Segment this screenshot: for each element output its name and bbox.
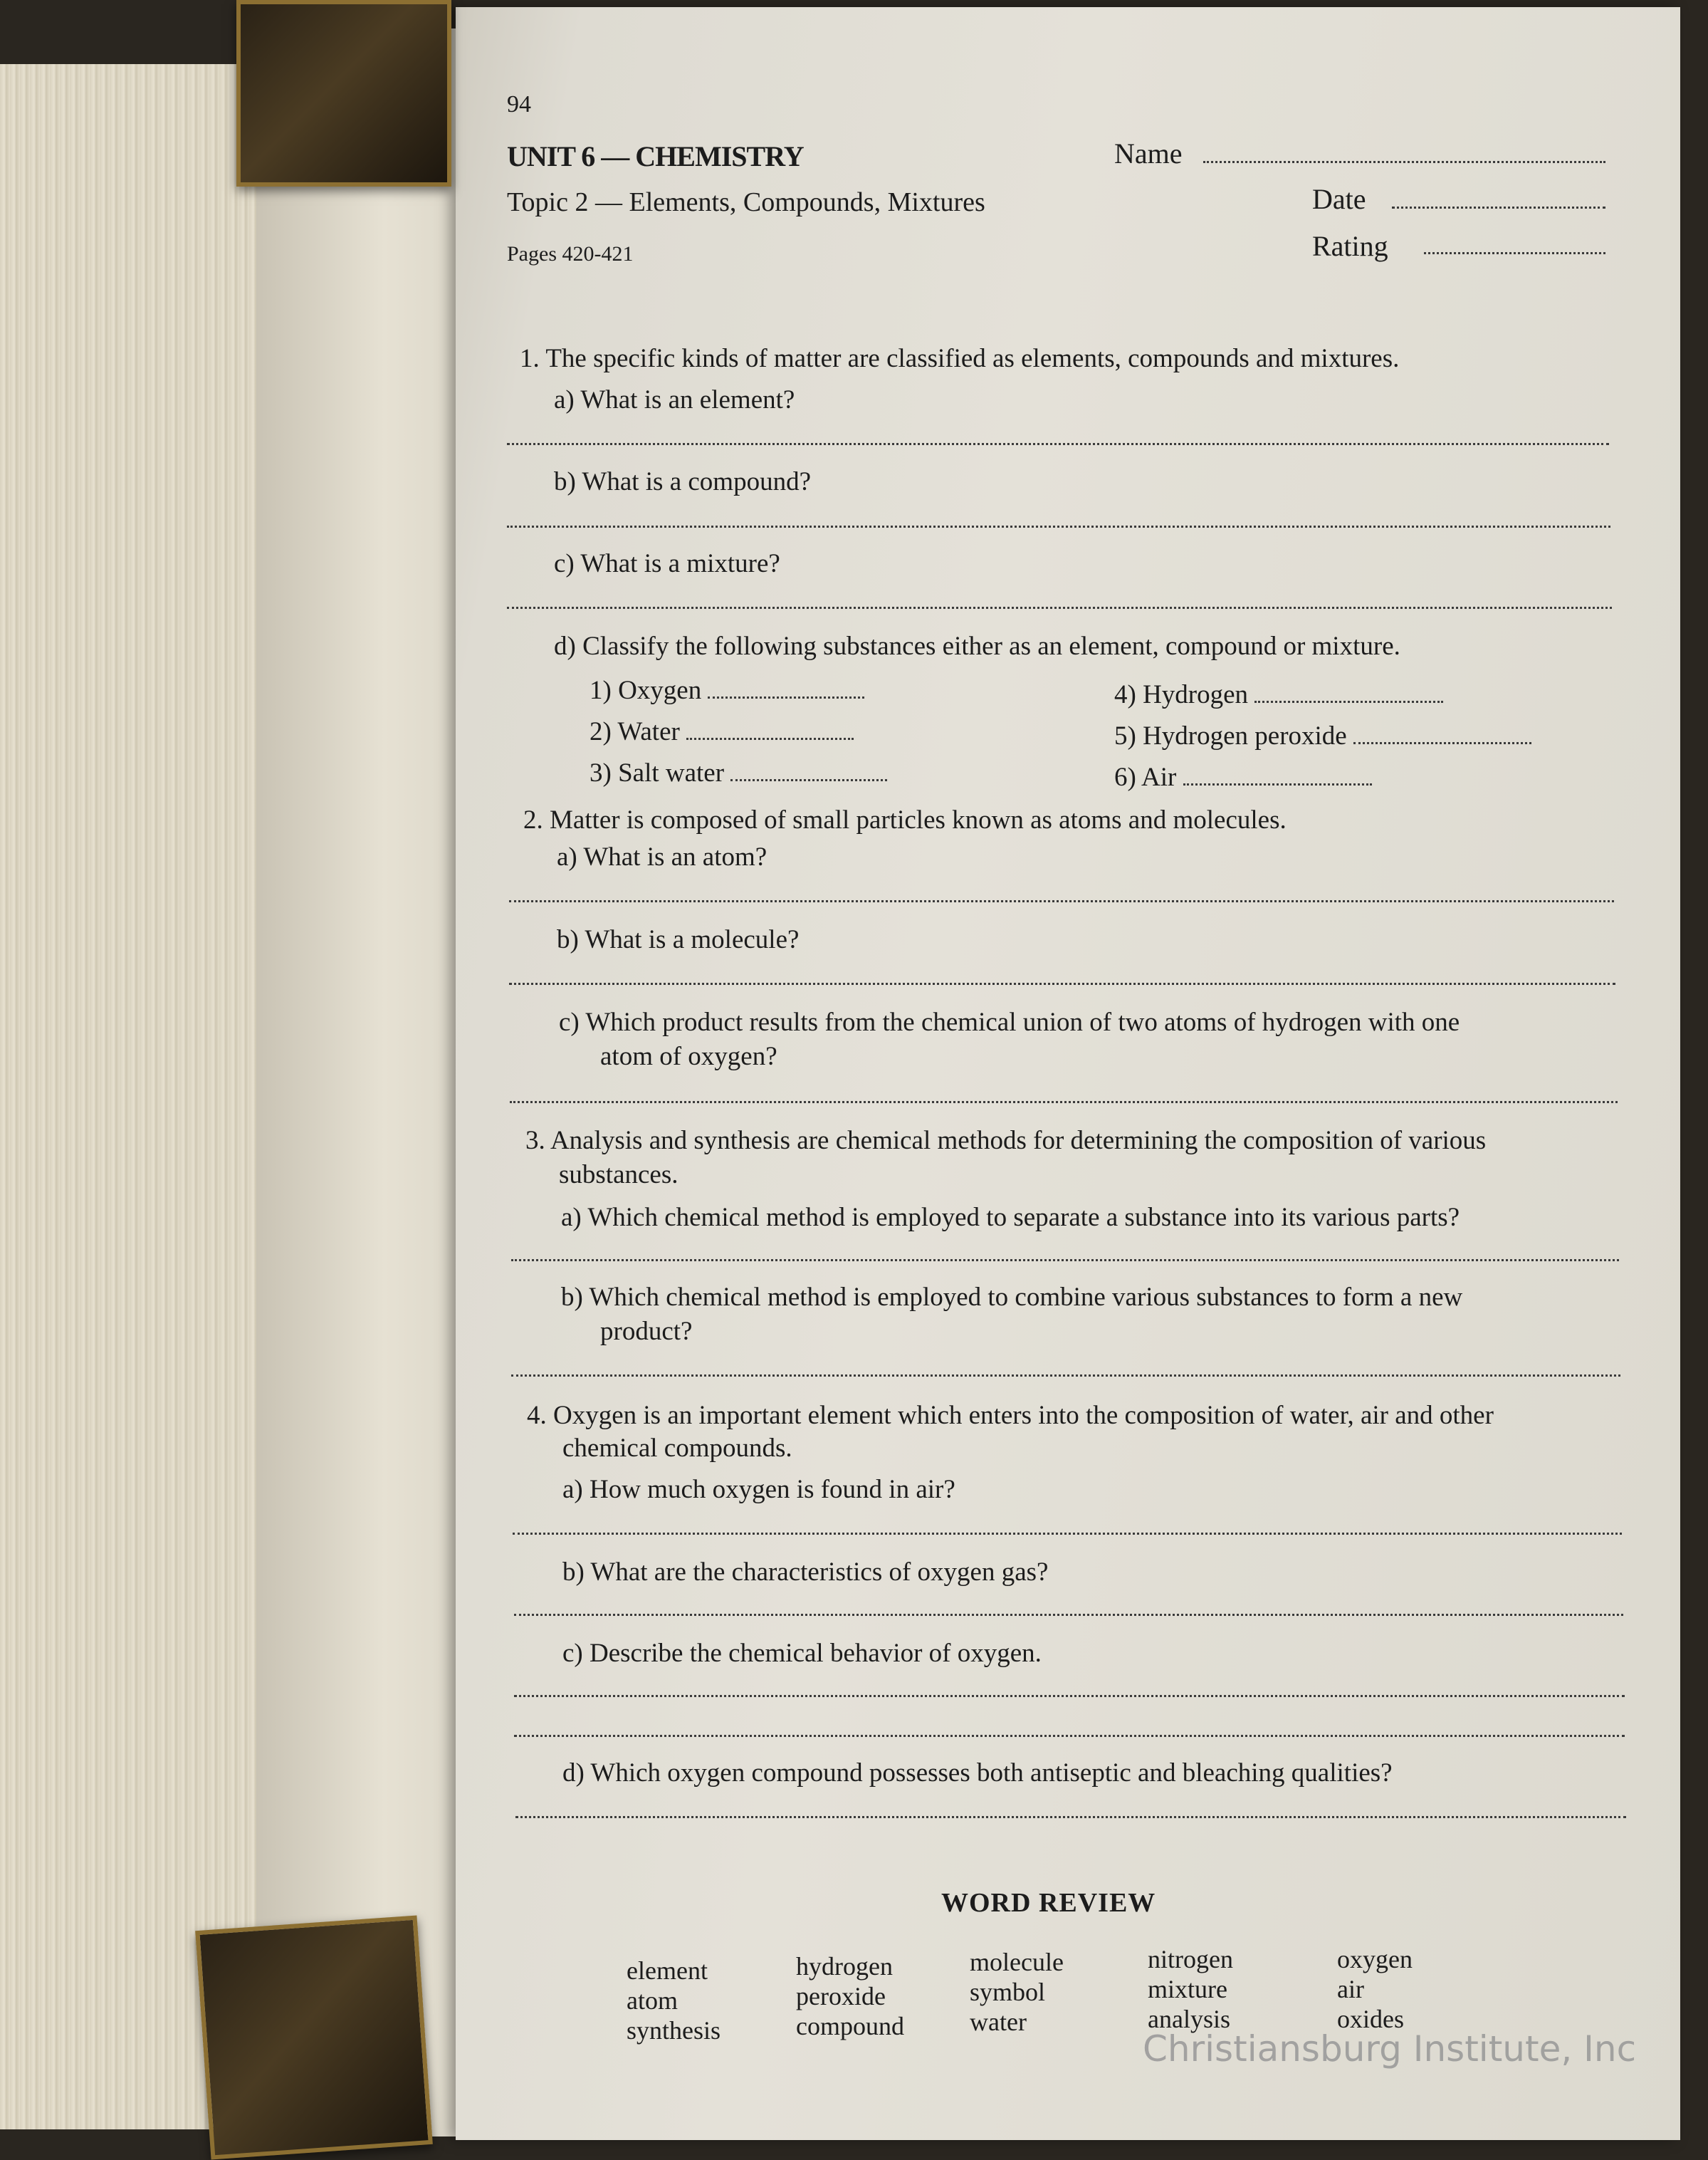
word-review-term: analysis — [1148, 2005, 1230, 2033]
question-4-stem-continued: chemical compounds. — [562, 1434, 792, 1463]
question-1d: d) Classify the following substances either as an element, compound or mixture. — [554, 632, 1400, 661]
binder-clip-top — [236, 0, 451, 187]
word-review-term: compound — [796, 2012, 904, 2040]
question-4a: a) How much oxygen is found in air? — [562, 1475, 955, 1504]
pages-reference: Pages 420-421 — [507, 242, 634, 266]
question-2a: a) What is an atom? — [557, 842, 767, 872]
question-1-stem: 1. The specific kinds of matter are classified as elements, compounds and mixtures. — [520, 344, 1400, 373]
answer-line-4d[interactable] — [515, 1816, 1626, 1818]
word-review-term: symbol — [970, 1978, 1046, 2006]
question-3a: a) Which chemical method is employed to separate a substance into its various parts? — [561, 1203, 1460, 1232]
word-review-title: WORD REVIEW — [941, 1888, 1156, 1918]
left-page-curl — [256, 28, 470, 2136]
answer-line-2c[interactable] — [510, 1101, 1618, 1103]
rating-field[interactable] — [1424, 252, 1605, 254]
question-4-stem: 4. Oxygen is an important element which enters into the composition of water, air and other — [527, 1401, 1494, 1430]
date-label: Date — [1312, 183, 1366, 215]
name-label: Name — [1114, 137, 1183, 169]
question-3-stem: 3. Analysis and synthesis are chemical methods for determining the composition of various — [525, 1126, 1487, 1155]
watermark-text: Christiansburg Institute, Inc — [1143, 2028, 1637, 2070]
word-review-term: hydrogen — [796, 1952, 893, 1981]
question-2b: b) What is a molecule? — [557, 925, 800, 954]
answer-line-4b[interactable] — [514, 1614, 1623, 1616]
question-4b: b) What are the characteristics of oxygen gas? — [562, 1558, 1049, 1587]
answer-line-1a[interactable] — [507, 443, 1609, 445]
word-review-column — [1337, 1944, 1413, 2034]
date-field[interactable] — [1392, 207, 1605, 209]
word-review-column — [796, 1951, 904, 2041]
substance-item: 2) Water — [590, 716, 854, 747]
word-review-term: atom — [627, 1986, 678, 2015]
word-review-term: air — [1337, 1975, 1364, 2003]
substance-item: 1) Oxygen — [590, 675, 864, 706]
answer-line-3a[interactable] — [511, 1259, 1619, 1261]
substance-item: 5) Hydrogen peroxide — [1114, 721, 1531, 751]
word-review-term: oxygen — [1337, 1945, 1413, 1973]
question-4c: c) Describe the chemical behavior of oxygen. — [562, 1639, 1042, 1668]
question-2c: c) Which product results from the chemical union of two atoms of hydrogen with one — [559, 1008, 1460, 1037]
substance-item: 3) Salt water — [590, 758, 887, 788]
word-review-column — [1148, 1944, 1233, 2034]
answer-line-1c[interactable] — [507, 607, 1612, 609]
question-4d: d) Which oxygen compound possesses both antiseptic and bleaching qualities? — [562, 1758, 1393, 1788]
word-review-term: molecule — [970, 1948, 1064, 1976]
question-1a: a) What is an element? — [554, 385, 795, 414]
worksheet-page — [456, 7, 1680, 2140]
answer-line-2b[interactable] — [509, 983, 1615, 985]
word-review-term: peroxide — [796, 1982, 886, 2010]
topic-title: Topic 2 — Elements, Compounds, Mixtures — [507, 187, 985, 217]
substance-item: 6) Air — [1114, 762, 1372, 793]
question-2-stem: 2. Matter is composed of small particles known as atoms and molecules. — [523, 805, 1287, 835]
answer-line-4a[interactable] — [513, 1533, 1622, 1535]
answer-line-4c-2[interactable] — [514, 1735, 1625, 1737]
word-review-term: element — [627, 1956, 708, 1985]
question-3-stem-continued: substances. — [559, 1160, 679, 1189]
answer-line-3b[interactable] — [511, 1374, 1620, 1377]
question-3b-continued: product? — [600, 1317, 693, 1346]
word-review-column — [970, 1947, 1064, 2037]
binder-clip-bottom — [195, 1916, 433, 2160]
answer-line-4c-1[interactable] — [514, 1695, 1625, 1697]
name-field[interactable] — [1203, 161, 1605, 163]
answer-line-1b[interactable] — [507, 526, 1610, 528]
word-review-term: water — [970, 2008, 1027, 2036]
question-1c: c) What is a mixture? — [554, 549, 780, 578]
question-2c-continued: atom of oxygen? — [600, 1042, 777, 1071]
unit-title: UNIT 6 — CHEMISTRY — [507, 140, 804, 172]
rating-label: Rating — [1312, 230, 1388, 262]
question-3b: b) Which chemical method is employed to combine various substances to form a new — [561, 1283, 1463, 1312]
answer-line-2a[interactable] — [509, 900, 1614, 902]
substance-item: 4) Hydrogen — [1114, 679, 1443, 710]
page-number: 94 — [507, 91, 531, 118]
word-review-column — [627, 1956, 721, 2045]
word-review-term: oxides — [1337, 2005, 1404, 2033]
question-1b: b) What is a compound? — [554, 467, 812, 496]
word-review-term: synthesis — [627, 2016, 721, 2045]
word-review-term: nitrogen — [1148, 1945, 1233, 1973]
word-review-term: mixture — [1148, 1975, 1227, 2003]
